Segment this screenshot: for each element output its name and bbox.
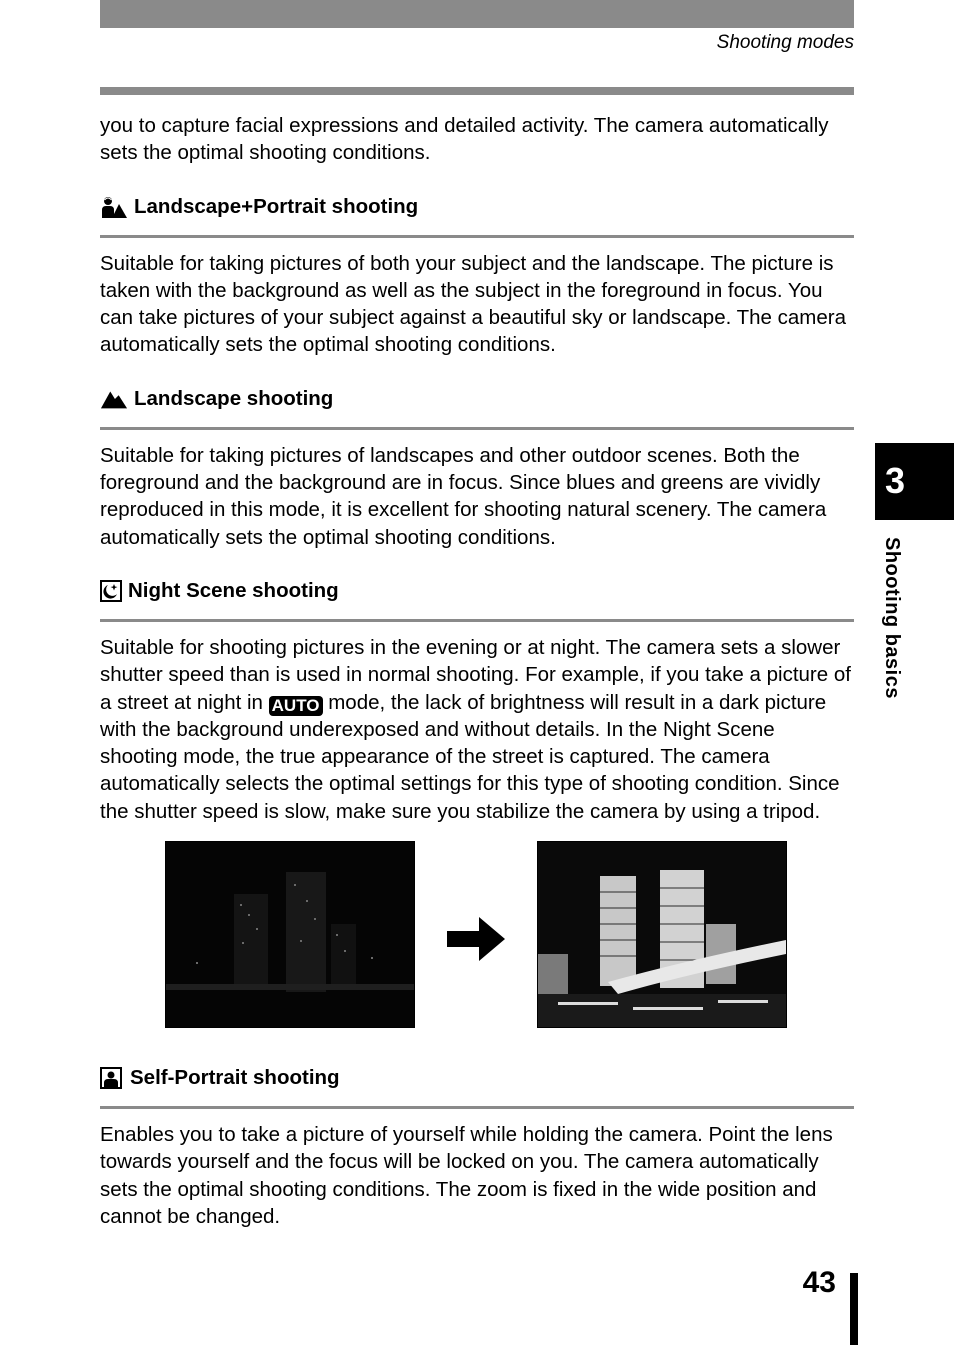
header-bar xyxy=(100,0,854,28)
running-title: Shooting modes xyxy=(716,32,854,53)
landscape-portrait-icon xyxy=(100,194,128,220)
section-title: Landscape+Portrait shooting xyxy=(134,194,419,218)
header-rule xyxy=(100,87,854,95)
night-photo-after xyxy=(537,841,787,1028)
chapter-title: Shooting basics xyxy=(881,537,903,699)
auto-mode-badge: AUTO xyxy=(269,696,323,716)
section-body: Suitable for shooting pictures in the evening or at night. The camera sets a slower shutter speed than is used in normal shooting. For example, if you take a picture of a street at night in AUTO mode, the lack of brightness will result in a dark picture with the background underexposed and without details. In the Night Scene shooting mode, the true appearance of the street is captured. The camera automatically selects the optimal settings for this type of shooting condition. Since the shutter speed is slow, make sure you stabilize the camera by using a tripod. xyxy=(100,635,851,823)
intro-paragraph: you to capture facial expressions and detailed activity. The camera automatically sets the optimal shooting conditions. xyxy=(100,114,829,165)
section-body: Suitable for taking pictures of both your subject and the landscape. The picture is taken with the background as well as the subject in the foreground in focus. You can take pictures of your subject against a beautiful sky or landscape. The camera automatically sets the optimal shooting conditions. xyxy=(100,251,847,357)
arrow-right-icon xyxy=(447,917,505,966)
page-number: 43 xyxy=(802,1266,836,1299)
night-photo-before xyxy=(165,841,415,1028)
section-heading-landscape-portrait xyxy=(100,194,854,220)
section-body: Suitable for taking pictures of landscapes and other outdoor scenes. Both the foreground and the background are in focus. Since blues and greens are vividly reproduced in this mode, it is excellent for shooting natural scenery. The camera automatically sets the optimal shooting conditions. xyxy=(100,443,827,549)
section-title: Night Scene shooting xyxy=(128,578,339,602)
night-scene-icon xyxy=(100,578,122,604)
main-content xyxy=(100,112,854,1230)
section-title: Landscape shooting xyxy=(134,386,334,410)
section-heading-night-scene xyxy=(100,578,854,604)
example-photos xyxy=(100,841,854,1027)
section-heading-self-portrait xyxy=(100,1065,854,1091)
chapter-number: 3 xyxy=(884,460,906,501)
section-body: Enables you to take a picture of yourself while holding the camera. Point the lens towards yourself and the focus will be locked on you. The camera automatically sets the optimal shooting conditions. The zoom is fixed in the wide position and cannot be changed. xyxy=(100,1123,833,1228)
landscape-icon xyxy=(100,386,128,412)
self-portrait-icon xyxy=(100,1065,124,1091)
section-title: Self-Portrait shooting xyxy=(130,1066,340,1090)
section-heading-landscape xyxy=(100,386,854,412)
chapter-tab xyxy=(875,443,954,520)
page-number-bar xyxy=(850,1273,858,1345)
